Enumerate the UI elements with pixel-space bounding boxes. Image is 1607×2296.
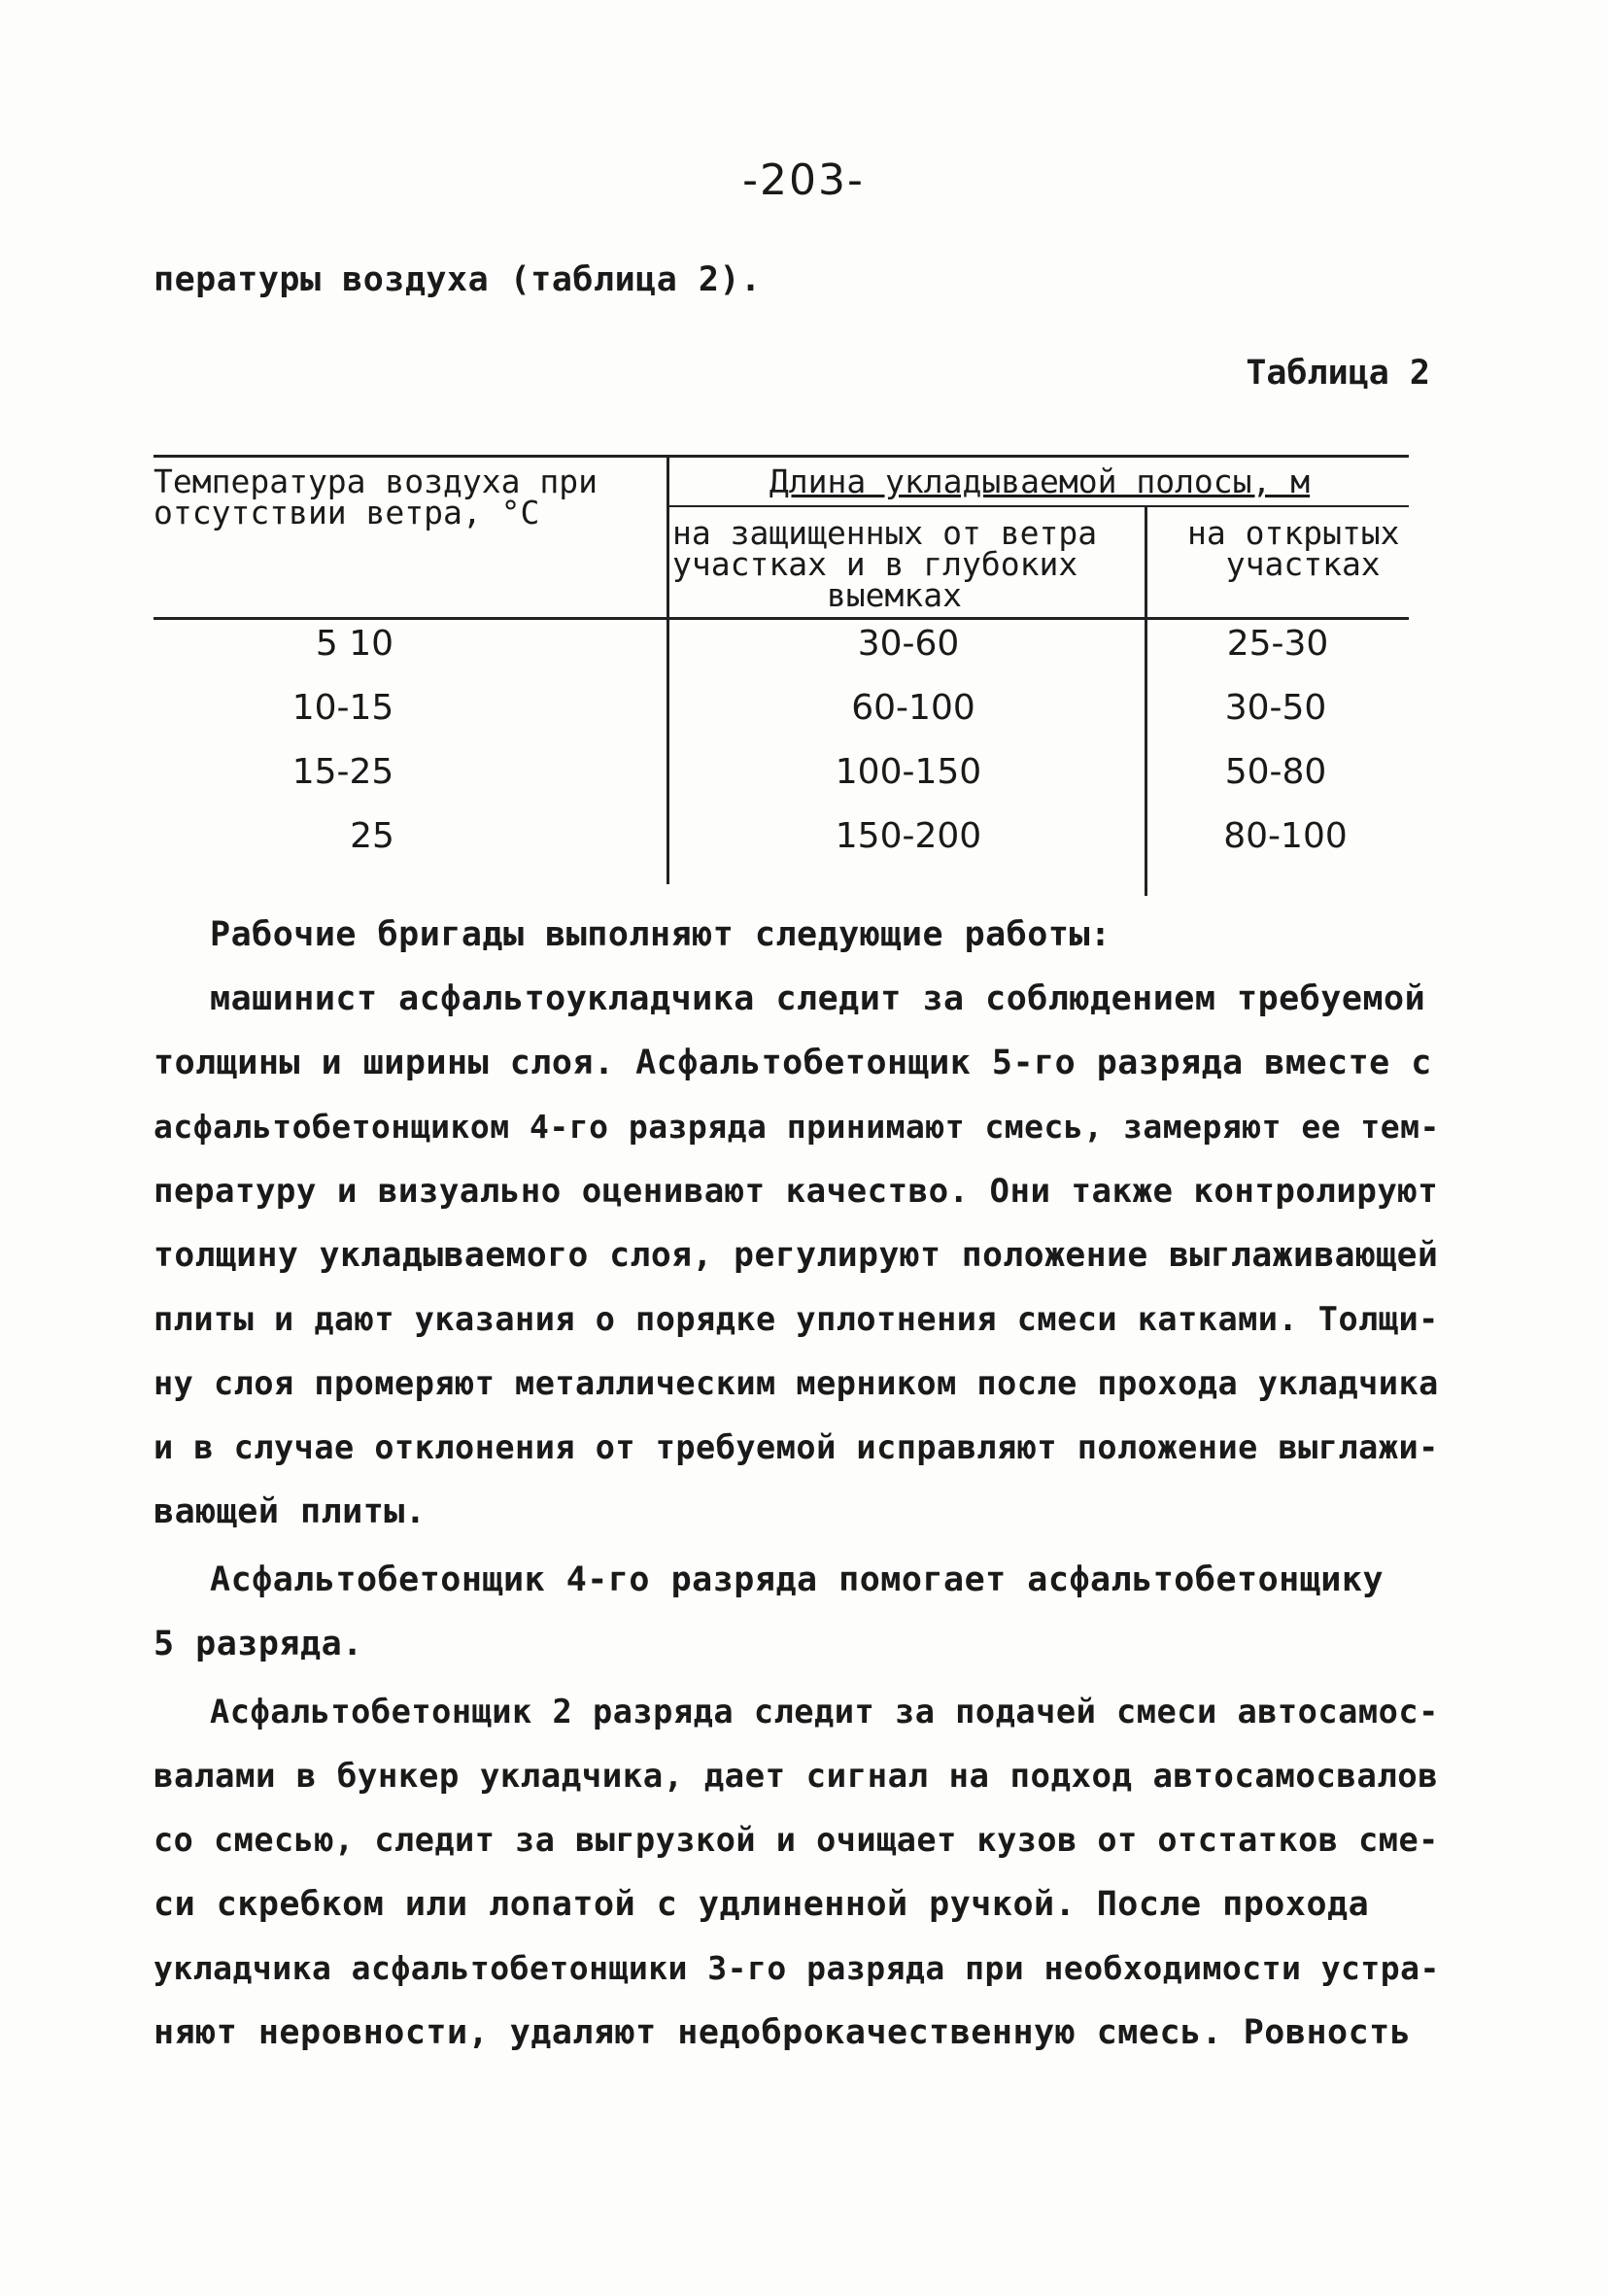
text-line: Асфальтобетонщик 4-го разряда помогает асфальтобетонщику — [210, 1560, 1385, 1599]
cell-temperature: 5 10 — [315, 624, 394, 664]
text-line: и в случае отклонения от требуемой исправляют положение выглажи- — [154, 1428, 1439, 1466]
cell-temperature: 10-15 — [291, 688, 394, 728]
text-line: вающей плиты. — [154, 1492, 427, 1531]
text-line: толщины и ширины слоя. Асфальтобетонщик 5-го разряда вместе с — [154, 1044, 1432, 1082]
text-line: няют неровности, удаляют недоброкачественную смесь. Ровность — [154, 2013, 1412, 2052]
header-sheltered-areas: на защищенных от ветра участках и в глубоких выемках — [672, 514, 1098, 614]
text-line: 5 разряда. — [154, 1625, 363, 1663]
text-line: со смесью, следит за выгрузкой и очищает кузов от отстатков сме- — [154, 1821, 1439, 1859]
text-line: Асфальтобетонщик 2 разряда следит за подачей смеси автосамос- — [210, 1693, 1439, 1731]
text-line: машинист асфальтоукладчика следит за соблюдением требуемой — [210, 979, 1426, 1018]
cell-temperature: 25 — [350, 816, 394, 856]
text-line: плиты и дают указания о порядке уплотнения смеси катками. Толщи- — [154, 1300, 1439, 1338]
cell-sheltered-length: 100-150 — [835, 752, 982, 792]
text-line: си скребком или лопатой с удлиненной ручкой. После прохода — [154, 1885, 1370, 1924]
table-header-bottom-rule — [154, 617, 1409, 620]
table-col-divider-1 — [667, 457, 669, 884]
page-number: -203- — [742, 155, 865, 205]
header-strip-length-group: Длина укладываемой полосы, м — [769, 463, 1311, 500]
text-line: Рабочие бригады выполняют следующие работы: — [210, 915, 1111, 954]
text-line: толщину укладываемого слоя, регулируют положение выглаживающей — [154, 1236, 1439, 1275]
cell-temperature: 15-25 — [291, 752, 394, 792]
header-temperature: Температура воздуха при отсутствии ветра, °С — [154, 463, 598, 531]
cell-sheltered-length: 150-200 — [835, 816, 982, 856]
cell-sheltered-length: 60-100 — [851, 688, 975, 728]
text-line: ну слоя промеряют металлическим мерником после прохода укладчика — [154, 1364, 1439, 1402]
table-caption: Таблица 2 — [1246, 354, 1430, 393]
cell-sheltered-length: 30-60 — [857, 624, 960, 664]
text-line: пературу и визуально оценивают качество. Они также контролируют — [154, 1172, 1439, 1211]
cell-open-length: 30-50 — [1224, 688, 1327, 728]
cell-open-length: 50-80 — [1224, 752, 1327, 792]
text-line: валами в бункер укладчика, дает сигнал на подход автосамосвалов — [154, 1757, 1439, 1796]
table-top-rule — [154, 455, 1409, 458]
text-line: укладчика асфальтобетонщики 3-го разряда при необходимости устра- — [154, 1949, 1440, 1987]
cell-open-length: 25-30 — [1226, 624, 1329, 664]
header-open-areas: на открытых участках — [1187, 514, 1400, 583]
cell-open-length: 80-100 — [1223, 816, 1348, 856]
table-col-divider-2 — [1145, 507, 1147, 896]
text-line: асфальтобетонщиком 4-го разряда принимают смесь, замеряют ее тем- — [154, 1108, 1440, 1146]
table-header-group-rule — [668, 505, 1409, 507]
intro-line: пературы воздуха (таблица 2). — [154, 260, 762, 299]
